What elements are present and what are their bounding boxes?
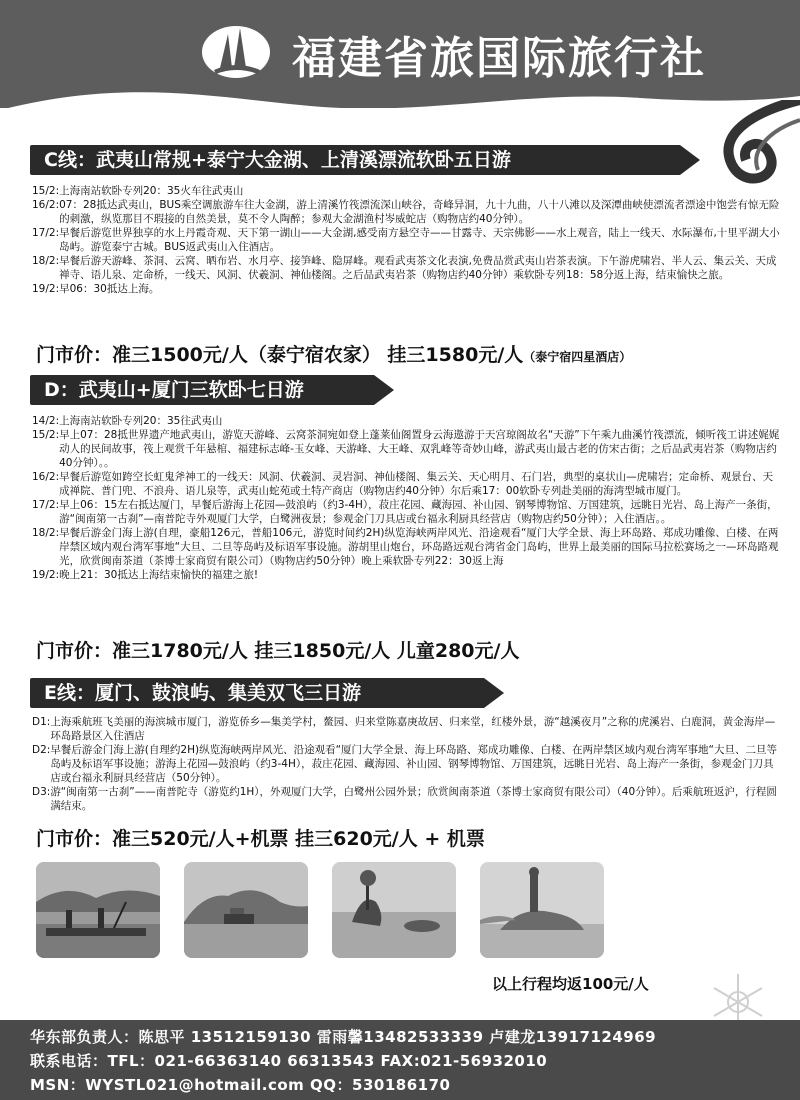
itinerary-item bbox=[32, 470, 780, 498]
route-c-banner: C线：武夷山常规+泰宁大金湖、上清溪漂流软卧五日游 bbox=[30, 145, 680, 175]
itinerary-text: 晚上21：30抵达上海结束愉快的福建之旅! bbox=[59, 569, 259, 581]
route-d-itinerary bbox=[32, 414, 780, 582]
route-d-banner: D：武夷山+厦门三软卧七日游 bbox=[30, 375, 374, 405]
photo-strip bbox=[36, 862, 616, 962]
header bbox=[0, 0, 800, 108]
itinerary-item bbox=[32, 568, 780, 582]
itinerary-day: D3: bbox=[32, 786, 51, 798]
route-d-price bbox=[36, 636, 519, 663]
itinerary-text: 早06：30抵达上海。 bbox=[59, 283, 160, 295]
photo-sea-rocks bbox=[332, 862, 456, 958]
itinerary-text: 上海乘航班飞美丽的海滨城市厦门，游览侨乡—集美学村，鳌园、归来堂陈嘉庚故居、归来堂，红楼外景，游“越溪夜月”之称的虎溪岩、白鹿洞，黄金海岸—环岛路景区入住酒店 bbox=[50, 716, 776, 742]
contact-phone: 联系电话：TFL：021-66363140 66313543 FAX:021-56932010 bbox=[30, 1052, 548, 1070]
itinerary-day: 19/2: bbox=[32, 569, 60, 581]
itinerary-text: 早餐后游览世界独享的水上丹霞奇观、天下第一湖山——大金湖,感受南方悬空寺——甘露寺、天宗佛影——水上观音，陆上一线天、水际瀑布,十里平湖大小岛屿。游览泰宁古城。BUS返武夷山入住酒店。 bbox=[59, 227, 780, 253]
route-c-itinerary bbox=[32, 184, 780, 296]
itinerary-text: 早餐后游天游峰、茶洞、云窝、晒布岩、水月亭、接笋峰、隐屏峰。观看武夷茶文化表演,免费品赏武夷山岩茶表演。下午游虎啸岩、半人云、集云关、天成禅寺、语儿泉、定命桥，一线天、风洞、伏羲洞、神仙楼阁。之后品武夷岩茶（购物店约40分钟）乘软卧专列18：58分返上海，结束愉快之旅。 bbox=[59, 255, 777, 281]
price-text: 门市价：准三1780元/人 挂三1850元/人 儿童280元/人 bbox=[36, 640, 520, 662]
itinerary-item bbox=[32, 743, 780, 785]
contact-msn-qq: MSN：WYSTL021@hotmail.com QQ：530186170 bbox=[30, 1076, 451, 1094]
route-e-price bbox=[36, 824, 485, 851]
itinerary-item bbox=[32, 198, 780, 226]
itinerary-day: 16/2: bbox=[32, 471, 60, 483]
itinerary-item bbox=[32, 282, 780, 296]
photo-bamboo-raft bbox=[36, 862, 160, 958]
itinerary-item bbox=[32, 715, 780, 743]
refund-note: 以上行程均返100元/人 bbox=[492, 975, 649, 993]
photo-statue-island bbox=[480, 862, 604, 958]
itinerary-day: D1: bbox=[32, 716, 51, 728]
itinerary-item bbox=[32, 254, 780, 282]
itinerary-day: 15/2: bbox=[32, 429, 60, 441]
route-e-banner: E线：厦门、鼓浪屿、集美双飞三日游 bbox=[30, 678, 484, 708]
itinerary-day: 17/2: bbox=[32, 227, 60, 239]
itinerary-day: 19/2: bbox=[32, 283, 60, 295]
itinerary-item bbox=[32, 428, 780, 470]
itinerary-text: 早上06：15左右抵达厦门，早餐后游海上花园—鼓浪屿（约3-4H），菽庄花园、藏海园、补山园、钢琴博物馆、万国建筑，远眺日光岩、岛上海产一条街，游“闽南第一古刹”—南普陀寺外观厦门大学，白鹭洲夜景；参观金门刀具店或台福永利厨具经营店（购物店约50分钟）；入住酒店。。 bbox=[59, 499, 778, 525]
itinerary-text: 早餐后游金门海上游(自理，豪船126元，普船106元，游览时间约2H)纵览海峡两岸风光、沿途观看“厦门大学全景、海上环岛路、郑成功雕像、白楼、在两岸禁区域内观台湾军事地“大旦、二旦等岛屿及标语军事设施。游胡里山炮台，环岛路远观台湾省金门岛屿，世界上最美丽的国际马拉松赛场之一—环岛路观光，欣赏闽南茶道（茶博士家商贸有限公司）（购物店约50分钟）晚上乘软卧专列22：30返上海 bbox=[59, 527, 779, 567]
price-note: （泰宁宿四星酒店） bbox=[523, 350, 632, 364]
itinerary-day: 18/2: bbox=[32, 527, 60, 539]
itinerary-day: D2: bbox=[32, 744, 51, 756]
price-text: 门市价：准三520元/人+机票 挂三620元/人 + 机票 bbox=[36, 828, 485, 850]
itinerary-item bbox=[32, 526, 780, 568]
route-e-itinerary bbox=[32, 715, 780, 813]
route-c-price bbox=[36, 340, 631, 367]
itinerary-text: 早餐后游览如跨空长虹鬼斧神工的一线天：风洞、伏羲洞、灵岩洞、神仙楼阁、集云关、天心明月、石门岩，典型的桌状山—虎啸岩；定命桥、观景台、天成禅院、普门兜、不浪舟、语儿泉等，武夷山蛇苑或土特产商店（购物店约40分钟）尔后乘17：00软卧专列赴美丽的海湾型城市厦门。 bbox=[59, 471, 774, 497]
photo-boat-island bbox=[184, 862, 308, 958]
itinerary-text: 上海南站软卧专列20：35往武夷山 bbox=[59, 415, 223, 427]
logo-icon bbox=[200, 20, 272, 80]
itinerary-day: 15/2: bbox=[32, 185, 60, 197]
itinerary-item bbox=[32, 785, 780, 813]
itinerary-text: 07：28抵达武夷山，BUS乘空调旅游车往大金湖，游上清溪竹筏漂流深山峡谷，奇峰异洞，九十九曲，八十八滩以及深潭曲峡使漂流者漂途中饱尝有惊无险的刺激，纵览那目不瑕接的自然美景，莫不令人陶醉；参观大金湖渔村岑威蛇店（购物店约40分钟）。 bbox=[59, 199, 780, 225]
itinerary-item bbox=[32, 184, 780, 198]
itinerary-day: 14/2: bbox=[32, 415, 60, 427]
itinerary-day: 17/2: bbox=[32, 499, 60, 511]
contact-footer bbox=[0, 1020, 800, 1100]
itinerary-day: 16/2: bbox=[32, 199, 60, 211]
itinerary-item bbox=[32, 226, 780, 254]
brand-name: 福建省旅国际旅行社 bbox=[292, 33, 706, 84]
itinerary-text: 早餐后游金门海上游(自理约2H)纵览海峡两岸风光、沿途观看“厦门大学全景、海上环岛路、郑成功雕像、白楼、在两岸禁区域内观台湾军事地“大旦、二旦等岛屿及标语军事设施；游海上花园—鼓浪屿（约3-4H），菽庄花园、藏海园、补山园、钢琴博物馆、万国建筑，远眺日光岩、岛上海产一条街，参观金门刀具店或台福永利厨具经营店（50分钟）。 bbox=[50, 744, 777, 784]
itinerary-item bbox=[32, 414, 780, 428]
itinerary-text: 游“闽南第一古刹”——南普陀寺（游览约1H），外观厦门大学，白鹭州公园外景；欣赏闽南茶道（茶博士家商贸有限公司）（40分钟）。后乘航班返沪，行程圆满结束。 bbox=[50, 786, 777, 812]
itinerary-text: 早上07：28抵世界遗产地武夷山，游览天游峰、云窝茶洞宛如登上蓬莱仙阁置身云海遨游于天宫琼阁故名“天游”下午乘九曲溪竹筏漂流，倾听筏工讲述娓娓动人的民间故事，筏上观赏千年悬棺、福建标志峰-玉女峰、天游峰、大王峰、双乳峰等奇妙山峰，游武夷山最古老的仿宋古街；之后品武夷岩茶（购物店约40分钟）。。 bbox=[59, 429, 780, 469]
contact-people: 华东部负责人：陈思平 13512159130 雷雨馨13482533339 卢建龙13917124969 bbox=[30, 1028, 657, 1046]
itinerary-day: 18/2: bbox=[32, 255, 60, 267]
itinerary-text: 上海南站软卧专列20：35火车往武夷山 bbox=[59, 185, 244, 197]
price-text: 门市价：准三1500元/人（泰宁宿农家） 挂三1580元/人 bbox=[36, 344, 524, 366]
itinerary-item bbox=[32, 498, 780, 526]
